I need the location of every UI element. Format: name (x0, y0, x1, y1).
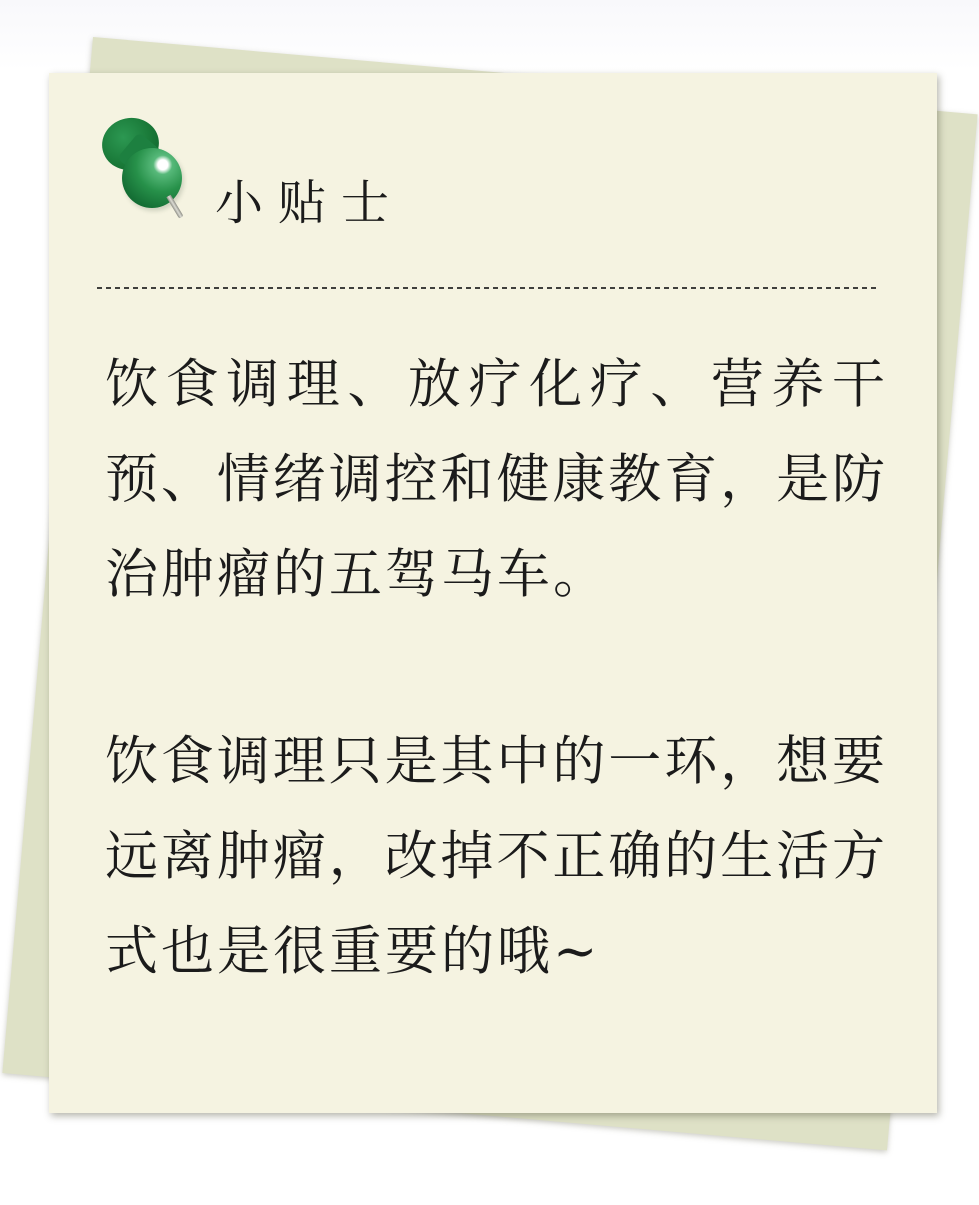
tip-paragraph-2 (105, 714, 885, 999)
paragraph-line: 饮食调理、放疗化疗、营养干 (105, 354, 885, 415)
paragraph-line: 预、情绪调控和健康教育，是防 (105, 449, 885, 510)
note-body (105, 337, 885, 999)
paragraph-line: 远离肿瘤，改掉不正确的生活方 (105, 826, 885, 887)
paragraph-line: 式也是很重要的哦~ (105, 921, 601, 982)
paragraph-line: 治肿瘤的五驾马车。 (105, 544, 609, 605)
note-card (49, 73, 937, 1113)
paragraph-line: 饮食调理只是其中的一环，想要 (105, 731, 885, 792)
pushpin-icon (100, 117, 192, 223)
dashed-divider (97, 287, 878, 289)
tip-paragraph-1 (105, 337, 885, 622)
note-title: 小贴士 (215, 175, 405, 231)
pushpin-needle (166, 195, 183, 219)
